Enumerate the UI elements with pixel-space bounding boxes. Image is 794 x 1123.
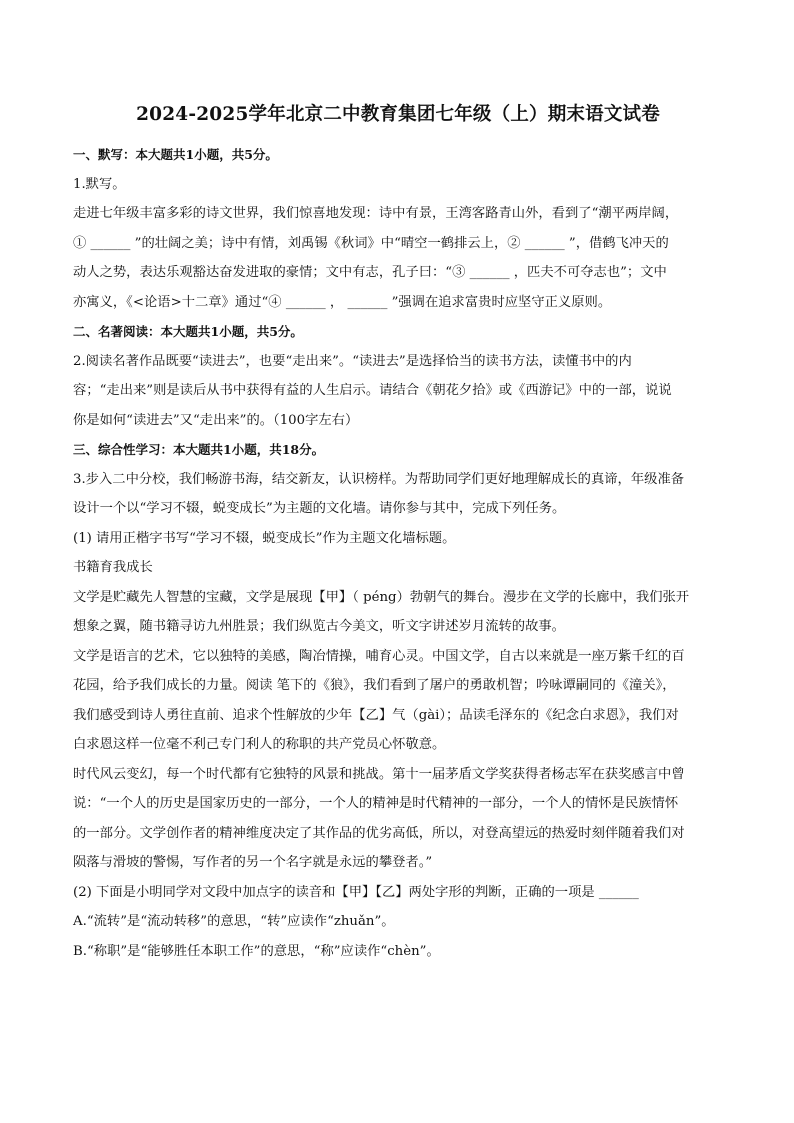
section-heading-1: 一、默写：本大题共1小题，共5分。 (73, 147, 278, 162)
option-b: B.“称职”是“能够胜任本职工作”的意思，“称”应读作“chèn”。 (73, 943, 440, 959)
passage-line-8: 说：“一个人的历史是国家历史的一部分，一个人的精神是时代精神的一部分，一个人的情怀是民族情怀 (73, 796, 679, 811)
section-heading-2: 二、名著阅读：本大题共1小题，共5分。 (73, 324, 303, 339)
question-1-line-4: 亦寓义，《<论语>十二章》通过“④ ______ ， ______ ”强调在追求富贵时应坚守正义原则。 (73, 294, 612, 310)
exam-body (73, 140, 723, 966)
passage-line-7: 时代风云变幻，每一个时代都有它独特的风景和挑战。第十一届茅盾文学奖获得者杨志军在获奖感言中曾 (73, 766, 685, 782)
task-1: (1) 请用正楷字书写“学习不辍，蜕变成长”作为主题文化墙标题。 (73, 530, 456, 546)
passage-line-1: 文学是贮藏先人智慧的宝藏，文学是展现【甲】（ péng）勃朝气的舞台。漫步在文学的长廊中，我们张开 (73, 589, 690, 605)
option-a: A.“流转”是“流动转移”的意思，“转”应读作“zhuǎn”。 (73, 914, 395, 929)
document-title: 2024-2025学年北京二中教育集团七年级（上）期末语文试卷 (136, 104, 660, 125)
question-1-line-1: 走进七年级丰富多彩的诗文世界，我们惊喜地发现：诗中有景，王湾客路青山外，看到了“潮平两岸阔， (73, 206, 679, 221)
passage-line-9: 的一部分。文学创作者的精神维度决定了其作品的优劣高低，所以，对登高望远的热爱时刻伴随着我们对 (73, 825, 685, 841)
task-2: (2) 下面是小明同学对文段中加点字的读音和【甲】【乙】两处字形的判断，正确的一项是 ______ (73, 884, 639, 900)
passage-heading: 书籍育我成长 (73, 560, 153, 575)
question-1-line-2: ① ______ ”的壮阔之美；诗中有情，刘禹锡《秋词》中“晴空一鹤排云上，② ______ ”，借鹤飞冲天的 (73, 235, 669, 251)
question-1-line-3: 动人之势，表达乐观豁达奋发进取的豪情；文中有志，孔子曰：“③ ______ ，匹夫不可夺志也”；文中 (73, 265, 667, 280)
question-2-line-1: 2.阅读名著作品既要“读进去”，也要“走出来”。“读进去”是选择恰当的读书方法，读懂书中的内 (73, 353, 632, 369)
question-3-line-1: 3.步入二中分校，我们畅游书海，结交新友，认识榜样。为帮助同学们更好地理解成长的真谛，年级准备 (73, 471, 685, 487)
passage-line-5: 我们感受到诗人勇往直前、追求个性解放的少年【乙】气（gài）；品读毛泽东的《纪念白求恩》，我们对 (73, 707, 679, 723)
passage-line-6: 白求恩这样一位毫不利己专门利人的称职的共产党员心怀敬意。 (73, 737, 446, 752)
question-1-label: 1.默写。 (73, 176, 126, 192)
passage-line-3: 文学是语言的艺术，它以独特的美感，陶冶情操，哺育心灵。中国文学，自古以来就是一座万紫千红的百 (73, 648, 685, 664)
passage-line-2: 想象之翼，随书籍寻访九州胜景；我们纵览古今美文，听文字讲述岁月流转的故事。 (73, 619, 565, 634)
question-2-line-2: 容；“走出来”则是读后从书中获得有益的人生启示。请结合《朝花夕拾》或《西游记》中的一部，说说 (73, 383, 672, 398)
question-3-line-2: 设计一个以“学习不辍，蜕变成长”为主题的文化墙。请你参与其中，完成下列任务。 (73, 501, 566, 516)
section-heading-3: 三、综合性学习：本大题共1小题，共18分。 (73, 442, 325, 457)
passage-line-10: 陨落与滑坡的警惕，写作者的另一个名字就是永远的攀登者。” (73, 855, 433, 870)
exam-page (73, 100, 723, 966)
passage-line-4: 花园，给予我们成长的力量。阅读 笔下的《狼》，我们看到了屠户的勇敢机智；吟咏谭嗣同的《潼关》， (73, 678, 676, 693)
question-2-line-3: 你是如何“读进去”又“走出来”的。（100字左右） (73, 412, 359, 428)
